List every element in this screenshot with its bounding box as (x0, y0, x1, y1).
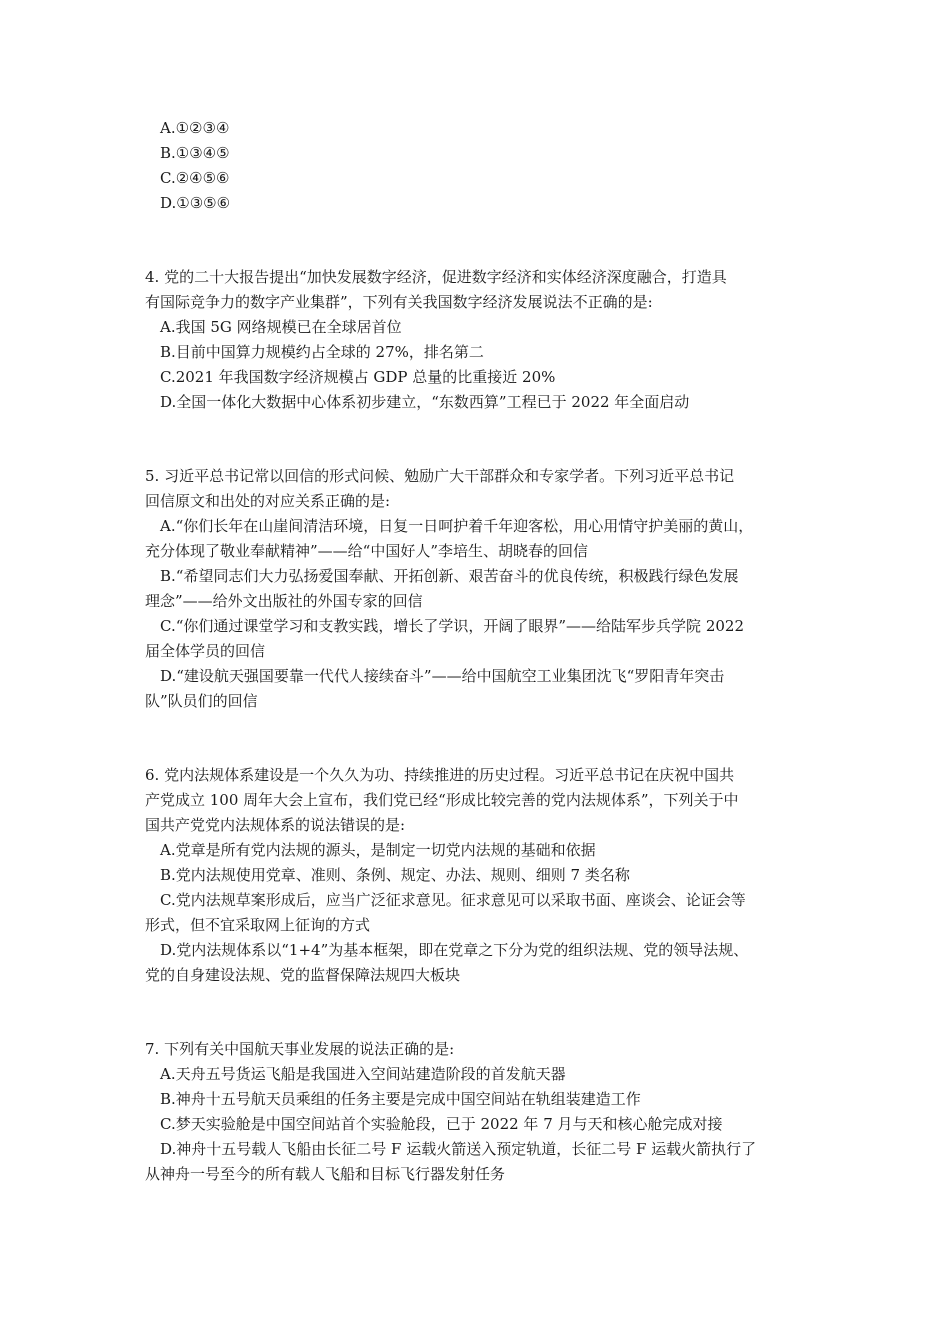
q6-option-c-line-2: 形式，但不宜采取网上征询的方式 (145, 916, 371, 934)
q3-option-c: C.②④⑤⑥ (160, 169, 230, 187)
q5-option-c-line-2: 届全体学员的回信 (145, 642, 266, 660)
q4-option-b: B.目前中国算力规模约占全球的 27%，排名第二 (160, 343, 484, 361)
q5-option-d-line-2: 队”队员们的回信 (145, 692, 258, 710)
question-4 (145, 265, 810, 415)
q6-option-b: B.党内法规使用党章、准则、条例、规定、办法、规则、细则 7 类名称 (160, 866, 630, 884)
q7-option-c: C.梦天实验舱是中国空间站首个实验舱段，已于 2022 年 7 月与天和核心舱完成对接 (160, 1115, 723, 1133)
question-5 (145, 464, 810, 714)
q6-option-a: A.党章是所有党内法规的源头，是制定一切党内法规的基础和依据 (160, 841, 596, 859)
q4-stem-line-2: 有国际竞争力的数字产业集群”，下列有关我国数字经济发展说法不正确的是: (145, 293, 653, 311)
q5-option-b-line-2: 理念”——给外文出版社的外国专家的回信 (145, 592, 423, 610)
q3-option-d: D.①③⑤⑥ (160, 194, 231, 212)
question-7 (145, 1037, 810, 1187)
q7-option-b: B.神舟十五号航天员乘组的任务主要是完成中国空间站在轨组装建造工作 (160, 1090, 641, 1108)
q5-option-c-line-1: C.“你们通过课堂学习和支教实践，增长了学识，开阔了眼界”——给陆军步兵学院 2022 (160, 617, 744, 635)
q5-option-a-line-2: 充分体现了敬业奉献精神”——给“中国好人”李培生、胡晓春的回信 (145, 542, 589, 560)
q4-option-c: C.2021 年我国数字经济规模占 GDP 总量的比重接近 20% (160, 368, 556, 386)
q6-option-c-line-1: C.党内法规草案形成后，应当广泛征求意见。征求意见可以采取书面、座谈会、论证会等 (160, 891, 746, 909)
question-6 (145, 763, 810, 988)
q6-stem-line-2: 产党成立 100 周年大会上宣布，我们党已经“形成比较完善的党内法规体系”，下列关于中 (145, 791, 739, 809)
q7-stem-line-1: 7. 下列有关中国航天事业发展的说法正确的是: (145, 1040, 455, 1058)
q5-option-a-line-1: A.“你们长年在山崖间清洁环境，日复一日呵护着千年迎客松，用心用情守护美丽的黄山， (160, 517, 754, 535)
q7-option-d-line-1: D.神舟十五号载人飞船由长征二号 F 运载火箭送入预定轨道，长征二号 F 运载火箭执行了 (160, 1140, 757, 1158)
q4-option-d: D.全国一体化大数据中心体系初步建立，“东数西算”工程已于 2022 年全面启动 (160, 393, 690, 411)
q6-stem-line-1: 6. 党内法规体系建设是一个久久为功、持续推进的历史过程。习近平总书记在庆祝中国共 (145, 766, 735, 784)
q3-option-b: B.①③④⑤ (160, 144, 230, 162)
question-3-options (145, 116, 810, 216)
q3-option-a: A.①②③④ (160, 119, 230, 137)
q4-option-a: A.我国 5G 网络规模已在全球居首位 (160, 318, 402, 336)
q7-option-a: A.天舟五号货运飞船是我国进入空间站建造阶段的首发航天器 (160, 1065, 566, 1083)
q6-stem-line-3: 国共产党党内法规体系的说法错误的是: (145, 816, 406, 834)
q5-stem-line-2: 回信原文和出处的对应关系正确的是: (145, 492, 391, 510)
q6-option-d-line-2: 党的自身建设法规、党的监督保障法规四大板块 (145, 966, 461, 984)
q4-stem-line-1: 4. 党的二十大报告提出“加快发展数字经济，促进数字经济和实体经济深度融合，打造具 (145, 268, 727, 286)
q6-option-d-line-1: D.党内法规体系以“1+4”为基本框架，即在党章之下分为党的组织法规、党的领导法规、 (160, 941, 749, 959)
q7-option-d-line-2: 从神舟一号至今的所有载人飞船和目标飞行器发射任务 (145, 1165, 506, 1183)
q5-option-d-line-1: D.“建设航天强国要靠一代代人接续奋斗”——给中国航空工业集团沈飞“罗阳青年突击 (160, 667, 725, 685)
q5-stem-line-1: 5. 习近平总书记常以回信的形式问候、勉励广大干部群众和专家学者。下列习近平总书记 (145, 467, 735, 485)
q5-option-b-line-1: B.“希望同志们大力弘扬爱国奉献、开拓创新、艰苦奋斗的优良传统，积极践行绿色发展 (160, 567, 739, 585)
